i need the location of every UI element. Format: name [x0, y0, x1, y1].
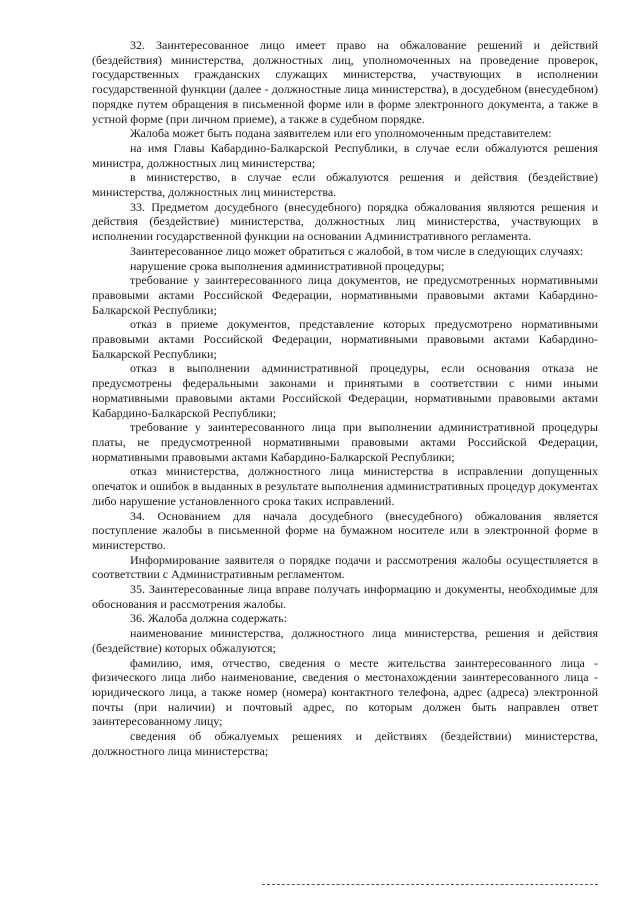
- paragraph-33: 33. Предметом досудебного (внесудебного) порядка обжалования являются решения и действия (бездействие) министерства, должностных лиц министерства, участвующих в исполнении государственной функции на основании Административного регламента.: [92, 199, 598, 244]
- list-item-refusal-execution: отказ в выполнении административной процедуры, если основания отказа не предусмотрены федеральными законами и принятыми в соответствии с ними иными нормативными правовыми актами Российской Федерации, нормативными правовыми актами Кабардино-Балкарской Республики;: [92, 361, 598, 420]
- paragraph-to-ministry: в министерство, в случае если обжалуются решения и действия (бездействие) министерства, должностных лиц министерства.: [92, 170, 598, 200]
- paragraph-complaint-filer: Жалоба может быть подана заявителем или его уполномоченным представителем:: [130, 126, 552, 141]
- list-item-applicant-details: фамилию, имя, отчество, сведения о месте жительства заинтересованного лица - физического лица либо наименование, сведения о местонахождении заинтересованного лица - юридического лица, а также номер (номера) контактного телефона, адрес (адреса) электронной почты (при наличии) и почтовый адрес, по которым должен быть направлен ответ заинтересованному лицу;: [92, 655, 598, 729]
- paragraph-informing: Информирование заявителя о порядке подачи и рассмотрения жалобы осуществляется в соответствии с Административным регламентом.: [92, 552, 598, 582]
- paragraph-cases-intro: Заинтересованное лицо может обратиться с жалобой, в том числе в следующих случаях:: [130, 243, 584, 258]
- list-item-appealed-decisions: сведения об обжалуемых решениях и действиях (бездействии) министерства, должностного лица министерства;: [92, 729, 598, 758]
- list-item-deadline-violation: нарушение срока выполнения административной процедуры;: [130, 258, 445, 273]
- paragraph-32: 32. Заинтересованное лицо имеет право на обжалование решений и действий (бездействия) министерства, должностных лиц, уполномоченных на проведение проверок, государственных гражданских служащих министерства, участвующих в исполнении государственной функции (далее - должностные лица министерства), в досудебном (внесудебном) порядке путем обращения в письменной форме или в форме электронного документа, а также в устной форме (при личном приеме), а также в судебном порядке.: [92, 38, 598, 126]
- paragraph-34: 34. Основанием для начала досудебного (внесудебного) обжалования является поступление жалобы в письменной форме на бумажном носителе или в электронной форме в министерство.: [92, 508, 598, 552]
- list-item-payment-demand: требование у заинтересованного лица при выполнении административной процедуры платы, не предусмотренной нормативными правовыми актами Российской Федерации, нормативными правовыми актами Кабардино-Балкарской Республики;: [92, 420, 598, 464]
- list-item-document-demand: требование у заинтересованного лица документов, не предусмотренных нормативными правовыми актами Российской Федерации, нормативными правовыми актами Кабардино-Балкарской Республики;: [92, 273, 598, 317]
- list-item-correction-refusal: отказ министерства, должностного лица министерства в исправлении допущенных опечаток и ошибок в выданных в результате выполнения административных процедур документах либо нарушение установленного срока таких исправлений.: [92, 464, 598, 508]
- paragraph-head-of-republic: на имя Главы Кабардино-Балкарской Республики, в случае если обжалуются решения министра, должностных лиц министерства;: [92, 140, 598, 170]
- footer-divider: [262, 884, 598, 885]
- list-item-refusal-acceptance: отказ в приеме документов, представление которых предусмотрено нормативными правовыми актами Российской Федерации, нормативными правовыми актами Кабардино-Балкарской Республики;: [92, 317, 598, 361]
- paragraph-36: 36. Жалоба должна содержать:: [130, 611, 288, 626]
- paragraph-35: 35. Заинтересованные лица вправе получать информацию и документы, необходимые для обоснования и рассмотрения жалобы.: [92, 582, 598, 611]
- document-page: [92, 38, 598, 758]
- list-item-ministry-name: наименование министерства, должностного лица министерства, решения и действия (бездействие) которых обжалуются;: [92, 626, 598, 655]
